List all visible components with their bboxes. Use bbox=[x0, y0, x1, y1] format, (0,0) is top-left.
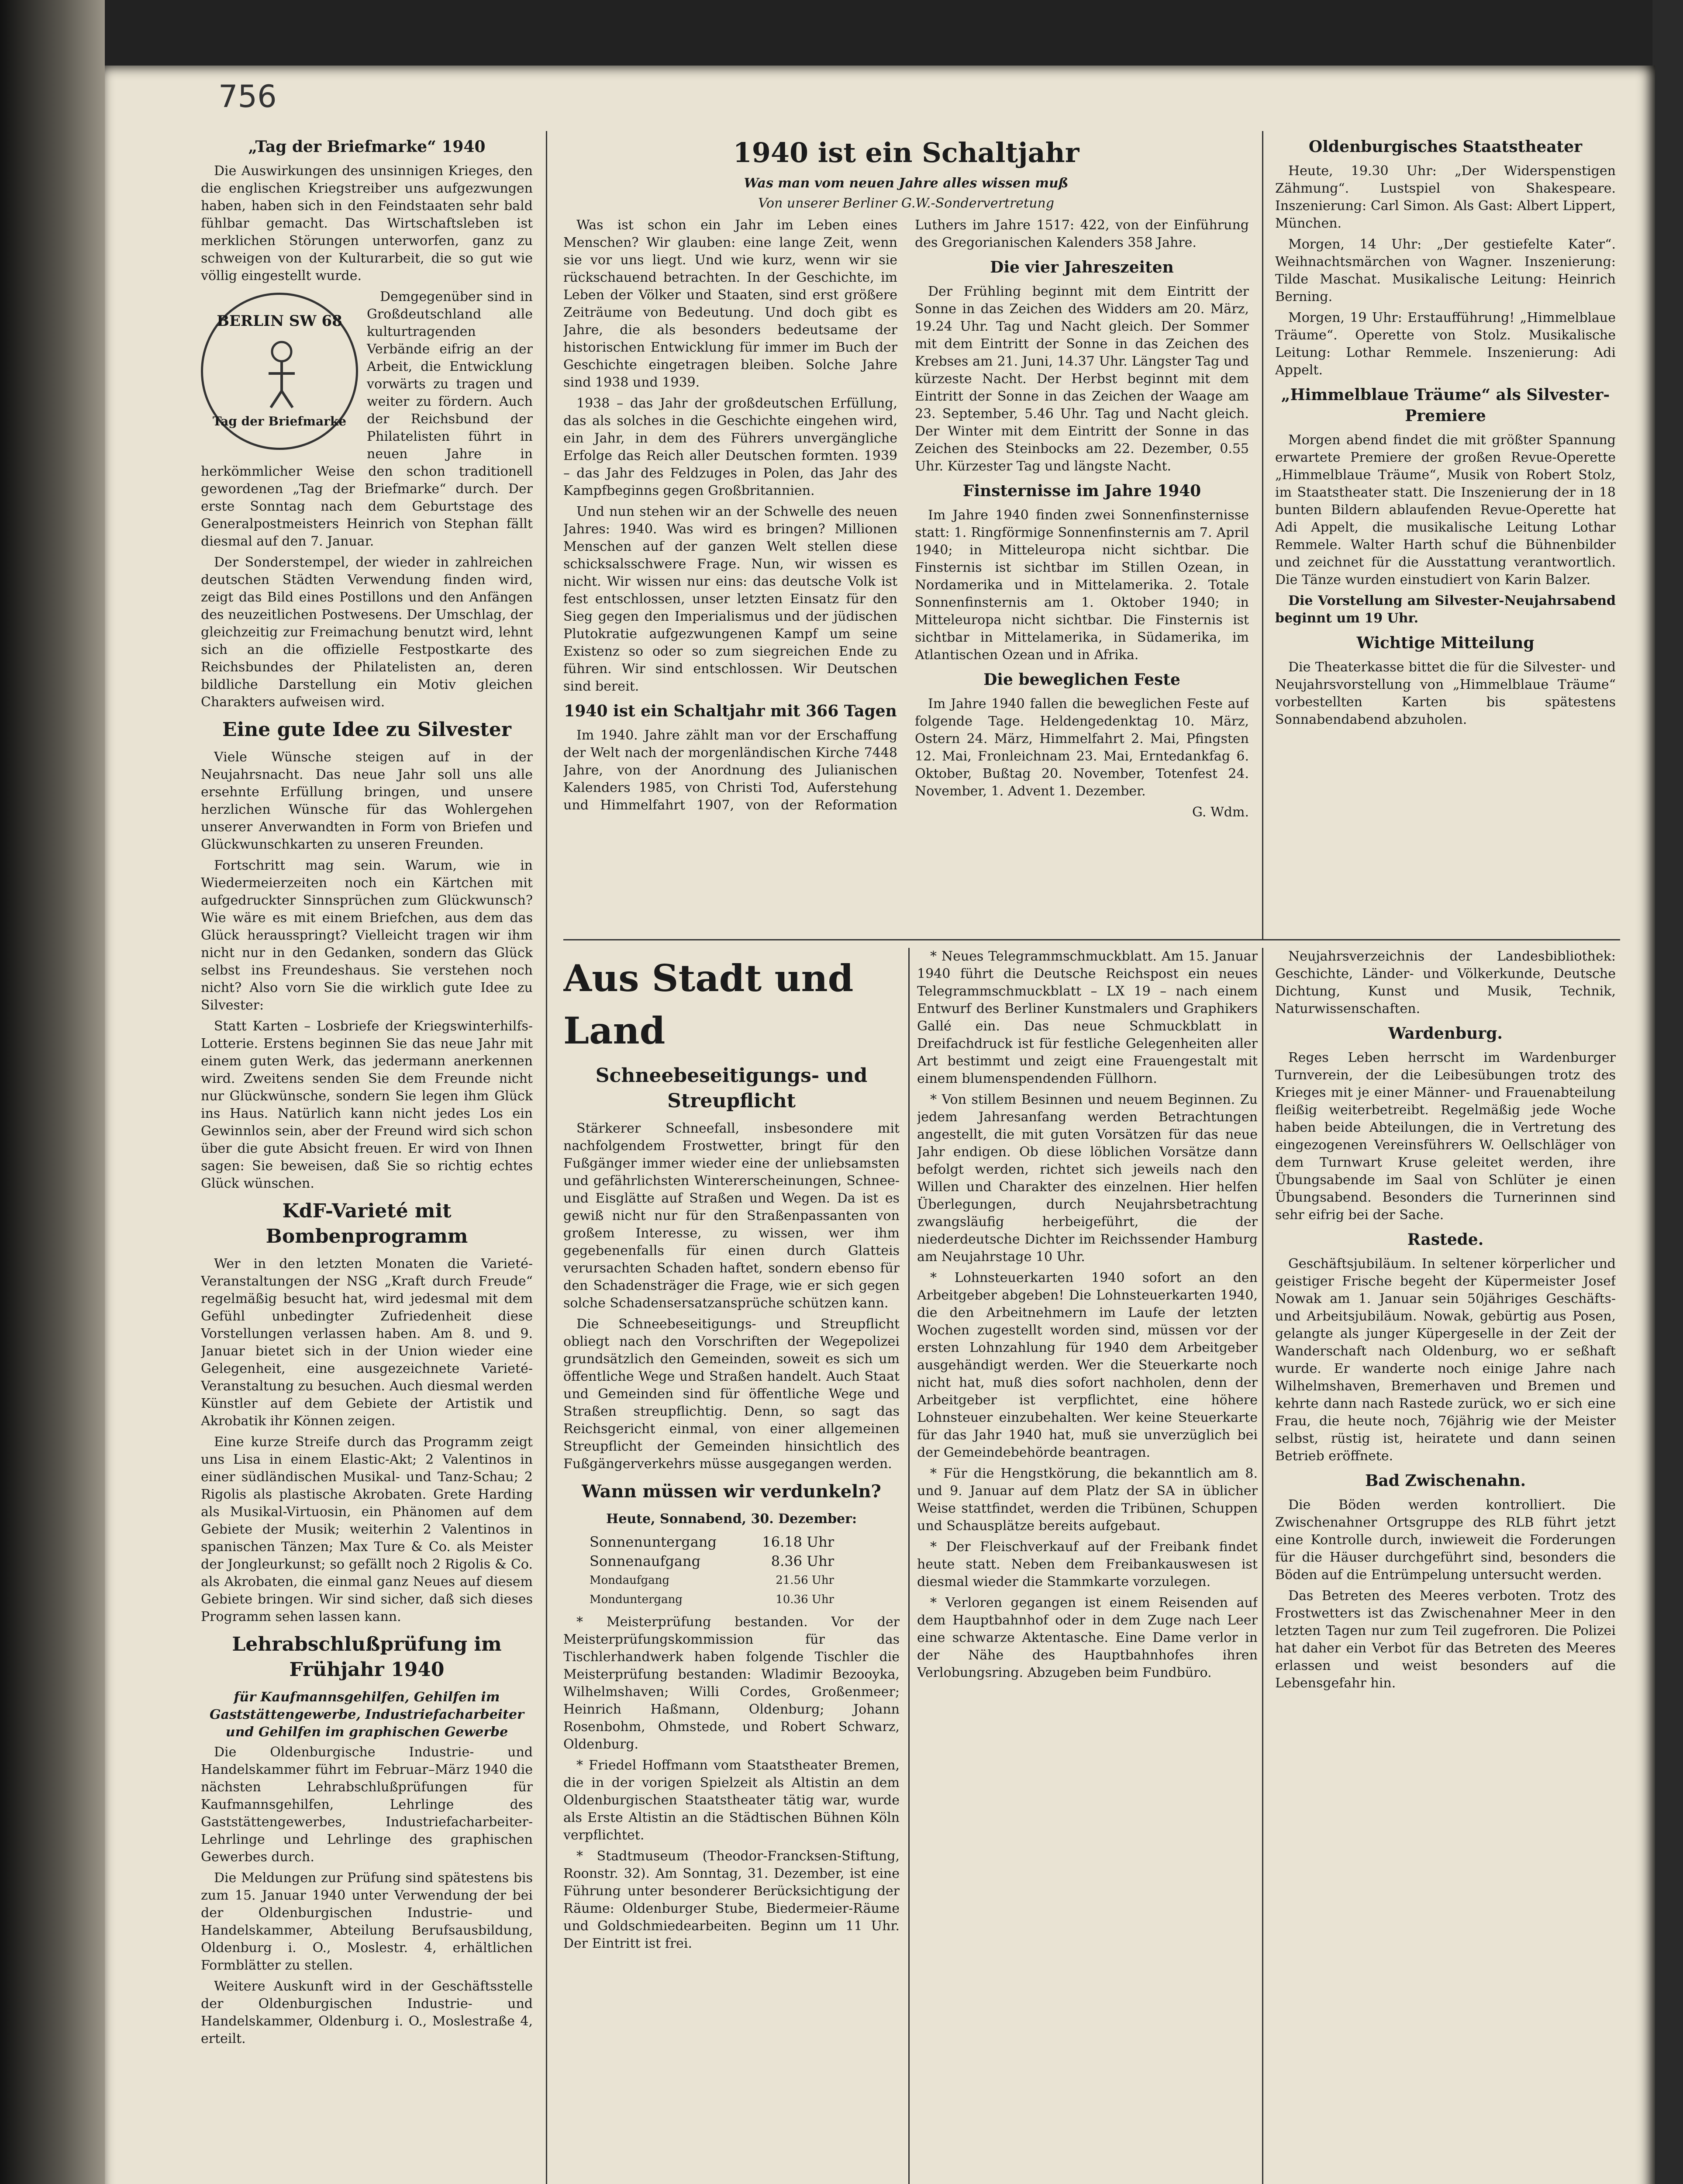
time-row bbox=[590, 1590, 834, 1609]
byline: Von unserer Berliner G.W.-Sondervertretung bbox=[758, 196, 1054, 211]
column-rule bbox=[546, 131, 547, 2184]
horizontal-rule bbox=[563, 939, 1620, 940]
paragraph: Morgen, 14 Uhr: „Der gestiefelte Kater“. Weihnachtsmärchen von Wagner. Inszenierung: Tilde Maschat. Musikalische Leitung: Heinrich Berning. bbox=[1275, 237, 1616, 304]
heading-lehrabschluss: Lehrabschlußprüfung im Frühjahr 1940 bbox=[232, 1633, 502, 1681]
subheading: „Himmelblaue Träume“ als Silvester-Premiere bbox=[1281, 386, 1610, 425]
paragraph: Wer in den letzten Monaten die Varieté-Veranstaltungen der NSG „Kraft durch Freude“ regelmäßig besucht hat, wird jedesmal mit dem Gefühl unbedingter Zufriedenheit diese Vorstellungen verlassen haben. Am 8. und 9. Januar bietet sich in der Union wieder eine Gelegenheit, eine ausgezeichnete Varieté-Veranstaltung zu besuchen. Auch diesmal werden Künstler auf dem Gebiete der Artistik und Akrobatik ihr Können zeigen. bbox=[201, 1256, 533, 1429]
paragraph: Im Jahre 1940 fallen die beweglichen Feste auf folgende Tage. Heldengedenktag 10. März, Ostern 24. März, Himmelfahrt 2. Mai, Pfingsten 12. Mai, Fronleichnam 23. Mai, Erntedankfag 6. Oktober, Bußtag 20. November, Totenfest 24. November, 1. Advent 1. Dezember. bbox=[915, 696, 1249, 799]
article-subtitle: Was man vom neuen Jahre alles wissen muß bbox=[744, 176, 1069, 191]
time-value: 16.18 Uhr bbox=[762, 1534, 834, 1550]
subheading: Wichtige Mitteilung bbox=[1356, 634, 1535, 652]
paragraph: Morgen abend findet die mit größter Spannung erwartete Premiere der großen Revue-Operette „Himmelblaue Träume“, Musik von Robert Stolz, im Staatstheater statt. Die Inszenierung der in 18 bunten Bildern ablaufenden Revue-Operette hat Adi Appelt, die musikalische Leitung Lothar Remmele. Walter Harth schuf die Bühnenbilder und zeichnet für die Ausstattung verantwortlich. Die Tänze wurden einstudiert von Karin Balzer. bbox=[1275, 432, 1616, 587]
section-heading: 1940 ist ein Schaltjahr mit 366 Tagen bbox=[564, 702, 897, 720]
paragraph: * Von stillem Besinnen und neuem Beginnen. Zu jedem Jahresanfang werden Betrachtungen angestellt, die mit guten Vorsätzen für das neue Jahr endigen. Ob diese löblichen Vorsätze dann befolgt werden, richtet sich jeweils nach den Willen und Charakter des einzelnen. Hier helfen Überlegungen, durch Neujahrsbetrachtung zwangsläufig herbeigeführt, die der niederdeutsche Dichter im Reichssender Hamburg am Neujahrstage 10 Uhr. bbox=[917, 1092, 1258, 1265]
paragraph: Eine kurze Streife durch das Programm zeigt uns Lisa in einem Elastic-Akt; 2 Valentinos in einer südländischen Musikal- und Tanz-Schau; 2 Rigolis als plastische Akrobaten. Grete Harding als Musikal-Virtuosin, ein Phänomen auf dem Gebiete der Musik; weiterhin 2 Valentinos in spanischen Tänzen; Max Ture & Co. als Meister der Jongleurkunst; so gefällt noch 2 Rigolis & Co. als Akrobaten, die einmal ganz Neues auf diesem Gebiete bringen. Wir sind sicher, daß sich dieses Programm sehen lassen kann. bbox=[201, 1434, 533, 1624]
time-value: 21.56 Uhr bbox=[776, 1574, 834, 1587]
town-heading: Rastede. bbox=[1407, 1230, 1484, 1249]
paragraph: Im 1940. Jahre zählt man vor der Erschaffung der Welt nach der morgenländischen Kirche 7448 Jahre, von der Anordnung des Julianischen Kalenders 1985, von Christi Tod, Auferstehung und Himmelfahrt 1907, von der Reformation Luthers im Jahre 1517: 422, von der Einführung des Gregorianischen Kalenders 358 Jahre. bbox=[563, 218, 1249, 813]
subheading: für Kaufmannsgehilfen, Gehilfen im Gaststättengewerbe, Industriefacharbeiter und Gehilfen im graphischen Gewerbe bbox=[210, 1690, 524, 1740]
paragraph: Die Böden werden kontrolliert. Die Zwischenahner Ortsgruppe des RLB führt jetzt eine Kontrolle durch, inwieweit die Forderungen für die Häuser durchgeführt sind, besonders die Böden auf die Entrümpelung untersucht werden. bbox=[1275, 1497, 1616, 1583]
section-title-stadt-und-land: Aus Stadt und Land bbox=[563, 957, 854, 1052]
paragraph: * Verloren gegangen ist einem Reisenden auf dem Hauptbahnhof oder in dem Zuge nach Leer eine schwarze Aktentasche. Eine Dame verlor in der Nähe des Hauptbahnhofes ihren Verlobungsring. Abzugeben beim Fundbüro. bbox=[917, 1595, 1258, 1680]
time-label: Monduntergang bbox=[590, 1593, 683, 1606]
theater-column bbox=[1275, 131, 1616, 930]
date-line: Heute, Sonnabend, 30. Dezember: bbox=[606, 1511, 857, 1527]
stamp-text-top: BERLIN SW 68 bbox=[217, 312, 342, 330]
signature: G. Wdm. bbox=[1192, 805, 1249, 820]
section-heading: Die vier Jahreszeiten bbox=[990, 258, 1174, 276]
time-label: Mondaufgang bbox=[590, 1574, 670, 1587]
paragraph: Reges Leben herrscht im Wardenburger Turnverein, der die Leibesübungen trotz des Krieges mit je einer Männer- und Frauenabteilung fleißig weiterbetreibt. Regelmäßig jede Woche haben beide Abteilungen, die in Vertretung des eingezogenen Vereinsführers W. Oellschläger von dem Turnwart Kruse geleitet werden, ihre Übungsabende im Saal von Schlüter je einen Übungsabend. Besonders die Turnerinnen sind sehr eifrig bei der Sache. bbox=[1275, 1050, 1616, 1223]
paragraph: * Stadtmuseum (Theodor-Francksen-Stiftung, Roonstr. 32). Am Sonntag, 31. Dezember, ist eine Führung unter besonderer Berücksichtigung der Räume: Oldenburger Stube, Biedermeier-Räume und Goldschmiedearbeiten. Beginn um 11 Uhr. Der Eintritt ist frei. bbox=[563, 1849, 900, 1951]
heading-tag-der-briefmarke: „Tag der Briefmarke“ 1940 bbox=[248, 138, 486, 156]
paragraph: Weitere Auskunft wird in der Geschäftsstelle der Oldenburgischen Industrie- und Handelskammer, Oldenburg i. O., Moslestraße 4, erteilt. bbox=[201, 1979, 533, 2046]
column-rule bbox=[908, 948, 910, 2184]
paragraph: Statt Karten – Losbriefe der Kriegswinterhilfs-Lotterie. Erstens beginnen Sie das neue Jahr mit einem guten Werk, das jedermann anerkennen wird. Zweitens senden Sie dem Freunde nicht nur Glückwünsche, sondern Sie legen ihm Glück ins Haus. Natürlich kann nicht jedes Los ein Gewinnlos sein, aber der Freund wird sich schon über die gute Absicht freuen. Er wird von Ihnen sagen: Sie beweisen, daß Sie so richtig echtes Glück wünschen. bbox=[201, 1019, 533, 1191]
paragraph: * Für die Hengstkörung, die bekanntlich am 8. und 9. Januar auf dem Platz der SA in üblicher Weise stattfindet, werden die Tribünen, Schuppen und Schausplätze bereits aufgebaut. bbox=[917, 1466, 1258, 1534]
town-heading: Bad Zwischenahn. bbox=[1365, 1472, 1526, 1490]
news-column bbox=[917, 948, 1258, 2184]
heading-staatstheater: Oldenburgisches Staatstheater bbox=[1308, 138, 1583, 156]
time-label: Sonnenuntergang bbox=[590, 1534, 717, 1550]
article-body bbox=[563, 217, 1249, 821]
section-heading: Finsternisse im Jahre 1940 bbox=[962, 482, 1201, 500]
heading-verdunkeln: Wann müssen wir verdunkeln? bbox=[582, 1481, 881, 1502]
article-title: 1940 ist ein Schaltjahr bbox=[733, 137, 1079, 169]
paragraph: * Friedel Hoffmann vom Staatstheater Bremen, die in der vorigen Spielzeit als Altistin an dem Oldenburgischen Staatstheater tätig war, wurde als Erste Altistin an die Städtischen Bühnen Köln verpflichtet. bbox=[563, 1758, 900, 1843]
paragraph: 1938 – das Jahr der großdeutschen Erfüllung, das als solches in die Geschichte eingehen wird, ein Jahr, in dem des Führers unvergängliche Erfolge das Reich aller Deutschen formten. 1939 – das Jahr des Feldzuges in Polen, das Jahr des Kampfbeginns gegen Großbritannien. bbox=[563, 396, 897, 498]
paragraph: Der Sonderstempel, der wieder in zahlreichen deutschen Städten Verwendung finden wird, zeigt das Bild eines Postillons und den Anfängen des neuzeitlichen Postwesens. Der Umschlag, der gleichzeitig zur Freimachung benutzt wird, lehnt sich an die offizielle Festpostkarte des Reichsbundes der Philatelisten an, deren bildliche Darstellung ein Motiv gleichen Charakters aufweisen wird. bbox=[201, 555, 533, 710]
paragraph: Stärkerer Schneefall, insbesondere mit nachfolgendem Frostwetter, bringt für den Fußgänger immer wieder eine der unliebsamsten und gefährlichsten Wintererscheinungen, Schnee- und Eisglätte auf Straßen und Wegen. Da ist es gewiß nicht nur für den Straßenpassanten von großem Interesse, zu wissen, wer ihm gegebenenfalls für einen durch Glatteis verursachten Schaden haftet, sondern ebenso für den Schadensträger die Frage, wie er sich gegen solche Schadensersatzansprüche schützen kann. bbox=[563, 1121, 900, 1311]
paragraph: * Lohnsteuerkarten 1940 sofort an den Arbeitgeber abgeben! Die Lohnsteuerkarten 1940, die den Arbeitnehmern im Laufe der letzten Wochen zugestellt worden sind, müssen vor der ersten Lohnzahlung für 1940 dem Arbeitgeber ausgehändigt werden. Wer die Steuerkarte noch nicht hat, muß dies sofort nachholen, denn der Arbeitgeber ist verpflichtet, eine höhere Lohnsteuer einzubehalten. Wer keine Steuerkarte für das Jahr 1940 hat, muß sie unverzüglich bei der Gemeindebehörde beantragen. bbox=[917, 1270, 1258, 1460]
paragraph: * Neues Telegrammschmuckblatt. Am 15. Januar 1940 führt die Deutsche Reichspost ein neues Telegrammschmuckblatt – LX 19 – nach einem Entwurf des Berliner Kunstmalers und Graphikers Gallé ein. Das neue Schmuckblatt in Dreifachdruck ist für festliche Gelegenheiten aller Art bestimmt und zeigt eine Frauengestalt mit einem blumenspendenden Füllhorn. bbox=[917, 949, 1258, 1086]
paragraph: Geschäftsjubiläum. In seltener körperlicher und geistiger Frische begeht der Küpermeister Josef Nowak am 1. Januar sein 50jähriges Geschäfts- und Arbeitsjubiläum. Nowak, gebürtig aus Posen, gelangte als junger Küpergeselle in der Zeit der Wanderschaft nach Oldenburg, wo er seßhaft wurde. Er wanderte noch einige Jahre nach Wilhelmshaven, Bremerhaven und Bremen und kehrte dann nach Rastede zurück, wo er sich eine Frau, die heute noch, 76jährig wie der Meister selbst, rüstig ist, heiratete und dann seinen Betrieb eröffnete. bbox=[1275, 1256, 1616, 1464]
paragraph: Heute, 19.30 Uhr: „Der Widerspenstigen Zähmung“. Lustspiel von Shakespeare. Inszenierung: Carl Simon. Als Gast: Albert Lippert, München. bbox=[1275, 163, 1616, 231]
paragraph: Die Meldungen zur Prüfung sind spätestens bis zum 15. Januar 1940 unter Verwendung der bei der Oldenburgischen Industrie- und Handelskammer, Abteilung Berufsausbildung, Oldenburg i. O., Moslestr. 4, erhältlichen Formblätter zu stellen. bbox=[201, 1870, 533, 1973]
stadt-column bbox=[563, 948, 900, 2184]
local-news-column bbox=[1275, 948, 1616, 2184]
paragraph: Das Betreten des Meeres verboten. Trotz des Frostwetters ist das Zwischenahner Meer in den letzten Tagen nur zum Teil zugefroren. Die Polizei hat daher ein Verbot für das Betreten des Meeres erlassen und weist besonders auf die Lebensgefahr hin. bbox=[1275, 1588, 1616, 1691]
time-row bbox=[590, 1571, 834, 1590]
paragraph: Die Theaterkasse bittet die für die Silvester- und Neujahrsvorstellung von „Himmelblaue Träume“ vorbestellten Karten bis spätestens Sonnabendabend abzuholen. bbox=[1275, 660, 1616, 727]
paragraph: Die Vorstellung am Silvester-Neujahrsabend beginnt um 19 Uhr. bbox=[1275, 593, 1616, 626]
time-label: Sonnenaufgang bbox=[590, 1553, 701, 1569]
town-heading: Wardenburg. bbox=[1388, 1024, 1503, 1043]
paragraph: * Der Fleischverkauf auf der Freibank findet heute statt. Neben dem Freibankauswesen ist diesmal wieder die Stammkarte vorzulegen. bbox=[917, 1539, 1258, 1590]
paragraph: Die Auswirkungen des unsinnigen Krieges, den die englischen Kriegstreiber uns aufgezwungen haben, haben sich in den Feindstaaten sehr bald fühlbar gemacht. Das Wirtschaftsleben ist merklichen Störungen unterworfen, ganz zu schweigen von der Kulturarbeit, die so gut wie völlig eingestellt wurde. bbox=[201, 163, 533, 283]
heading-gute-idee: Eine gute Idee zu Silvester bbox=[222, 719, 511, 741]
paragraph: * Meisterprüfung bestanden. Vor der Meisterprüfungskommission für das Tischlerhandwerk haben folgende Tischler die Meisterprüfung bestanden: Wladimir Bezooyka, Wilhelmshaven; Willi Cordes, Großenmeer; Heinrich Haßmann, Oldenburg; Johann Rosenbohm, Ohmstede, und Robert Schwarz, Oldenburg. bbox=[563, 1614, 900, 1752]
book-edge bbox=[0, 0, 105, 2184]
column-rule bbox=[1262, 131, 1263, 939]
time-value: 8.36 Uhr bbox=[771, 1553, 834, 1569]
stamp-seal-illustration bbox=[201, 293, 358, 450]
paragraph: Die Oldenburgische Industrie- und Handelskammer führt im Februar–März 1940 die nächsten Lehrabschlußprüfungen für Kaufmannsgehilfen, Lehrlinge des Gaststättengewerbes, Industriefacharbeiter-Lehrlinge und Lehrlinge des graphischen Gewerbes durch. bbox=[201, 1745, 533, 1865]
background-strip bbox=[1652, 0, 1683, 2184]
paragraph: Was ist schon ein Jahr im Leben eines Menschen? Wir glauben: eine lange Zeit, wenn sie vor uns liegt. Und wie kurz, wenn wir sie rückschauend betrachten. In der Geschichte, im Leben der Völker und Staaten, sind erst größere Zeiträume von Bedeutung. Und doch gibt es Jahre, die als besonders bedeutsame der historischen Entwicklung für immer im Buch der Geschichte eingetragen bleiben. Solche Jahre sind 1938 und 1939. bbox=[563, 218, 897, 390]
column-rule bbox=[1262, 948, 1263, 2184]
time-table bbox=[590, 1532, 900, 1609]
heading-schneebeseitigung: Schneebeseitigungs- und Streupflicht bbox=[595, 1064, 868, 1112]
heading-kdf-variete: KdF-Varieté mit Bombenprogramm bbox=[266, 1200, 468, 1248]
postillon-figure-icon bbox=[255, 339, 308, 408]
center-article bbox=[563, 131, 1249, 930]
paragraph: Fortschritt mag sein. Warum, wie in Wiedermeierzeiten noch ein Kärtchen mit aufgedruckter Sinnsprüchen zum Glückwunsch? Wie wäre es mit einem Briefchen, aus dem das Glück herausspringt? Vielleicht tragen wir ihm nicht nur in den Gedanken, sondern das Glück selbst ins Freundeshaus. Sie verstehen noch nicht? Also vorn Sie die wirklich gute Idee zu Silvester: bbox=[201, 858, 533, 1013]
paragraph: Demgegenüber sind in Großdeutschland alle kulturtragenden Verbände eifrig an der Arbeit, die Entwicklung vorwärts zu tragen und weiter zu fördern. Auch der Reichsbund der Philatelisten führt in neuen Jahre in herkömmlicher Weise den schon traditionell gewordenen „Tag der Briefmarke“ durch. Der erste Sonntag nach dem Geburtstage des Generalpostmeisters Heinrich von Stephan fällt diesmal auf den 7. Januar. bbox=[201, 289, 533, 549]
time-value: 10.36 Uhr bbox=[776, 1593, 834, 1606]
paragraph: Die Schneebeseitigungs- und Streupflicht obliegt nach den Vorschriften der Wegepolizei grundsätzlich den Gemeinden, soweit es sich um öffentliche Wege und Straßen handelt. Auch Staat und Gemeinden sind für öffentliche Wege und Straßen streupflichtig. Denn, so sagt das Reichsgericht einmal, von einer allgemeinen Streupflicht der Gemeinden hinsichtlich des Fußgängerverkehrs müsse ausgegangen werden. bbox=[563, 1317, 900, 1472]
paragraph: Im Jahre 1940 finden zwei Sonnenfinsternisse statt: 1. Ringförmige Sonnenfinsternis am 7. April 1940; in Mitteleuropa nicht sichtbar. Die Finsternis ist sichtbar im Stillen Ozean, in Nordamerika und in Mittelamerika. 2. Totale Sonnenfinsternis am 1. Oktober 1940; in Mitteleuropa nicht sichtbar. Die Finsternis ist sichtbar in Mittelamerika, in Südamerika, im Atlantischen Ozean und in Afrika. bbox=[915, 508, 1249, 663]
time-row bbox=[590, 1552, 834, 1571]
paragraph: Viele Wünsche steigen auf in der Neujahrsnacht. Das neue Jahr soll uns alle ersehnte Erfüllung bringen, und unsere herzlichen Wünsche für das Wohlergehen unserer Anverwandten in Form von Briefen und Glückwunschkarten zu unseren Freunden. bbox=[201, 750, 533, 852]
section-heading: Die beweglichen Feste bbox=[983, 670, 1180, 689]
paragraph: Neujahrsverzeichnis der Landesbibliothek: Geschichte, Länder- und Völkerkunde, Deutsche Dichtung, Kunst und Musik, Technik, Naturwissenschaften. bbox=[1275, 949, 1616, 1016]
time-row bbox=[590, 1532, 834, 1552]
paragraph: Morgen, 19 Uhr: Erstaufführung! „Himmelblaue Träume“. Operette von Stolz. Musikalische Leitung: Lothar Remmele. Inszenierung: Adi Appelt. bbox=[1275, 310, 1616, 378]
page-number: 756 bbox=[218, 79, 277, 114]
left-column bbox=[201, 131, 533, 2184]
paragraph: Und nun stehen wir an der Schwelle des neuen Jahres: 1940. Was wird es bringen? Millionen Menschen auf der ganzen Welt stellen diese schicksalsschwere Frage. Nun, wir wissen es nicht. Wir wissen nur eins: das deutsche Volk ist fest entschlossen, unser letzten Einsatz für den Sieg gegen den Imperialismus und der jüdischen Plutokratie aufgezwungenen Kampf um seine Existenz so oder so zum siegreichen Ende zu führen. Wir sind entschlossen. Wir Deutschen sind bereit. bbox=[563, 504, 897, 694]
stamp-text-bottom: Tag der Briefmarke bbox=[212, 414, 347, 429]
paragraph: Der Frühling beginnt mit dem Eintritt der Sonne in das Zeichen des Widders am 20. März, 19.24 Uhr. Tag und Nacht gleich. Der Sommer mit dem Eintritt der Sonne in das Zeichen des Krebses am 21. Juni, 14.37 Uhr. Längster Tag und kürzeste Nacht. Der Herbst beginnt mit dem Eintritt der Sonne in das Zeichen der Waage am 23. September, 5.46 Uhr. Tag und Nacht gleich. Der Winter mit dem Eintritt der Sonne in das Zeichen des Steinbocks am 22. Dezember, 0.55 Uhr. Kürzester Tag und längste Nacht. bbox=[915, 284, 1249, 474]
